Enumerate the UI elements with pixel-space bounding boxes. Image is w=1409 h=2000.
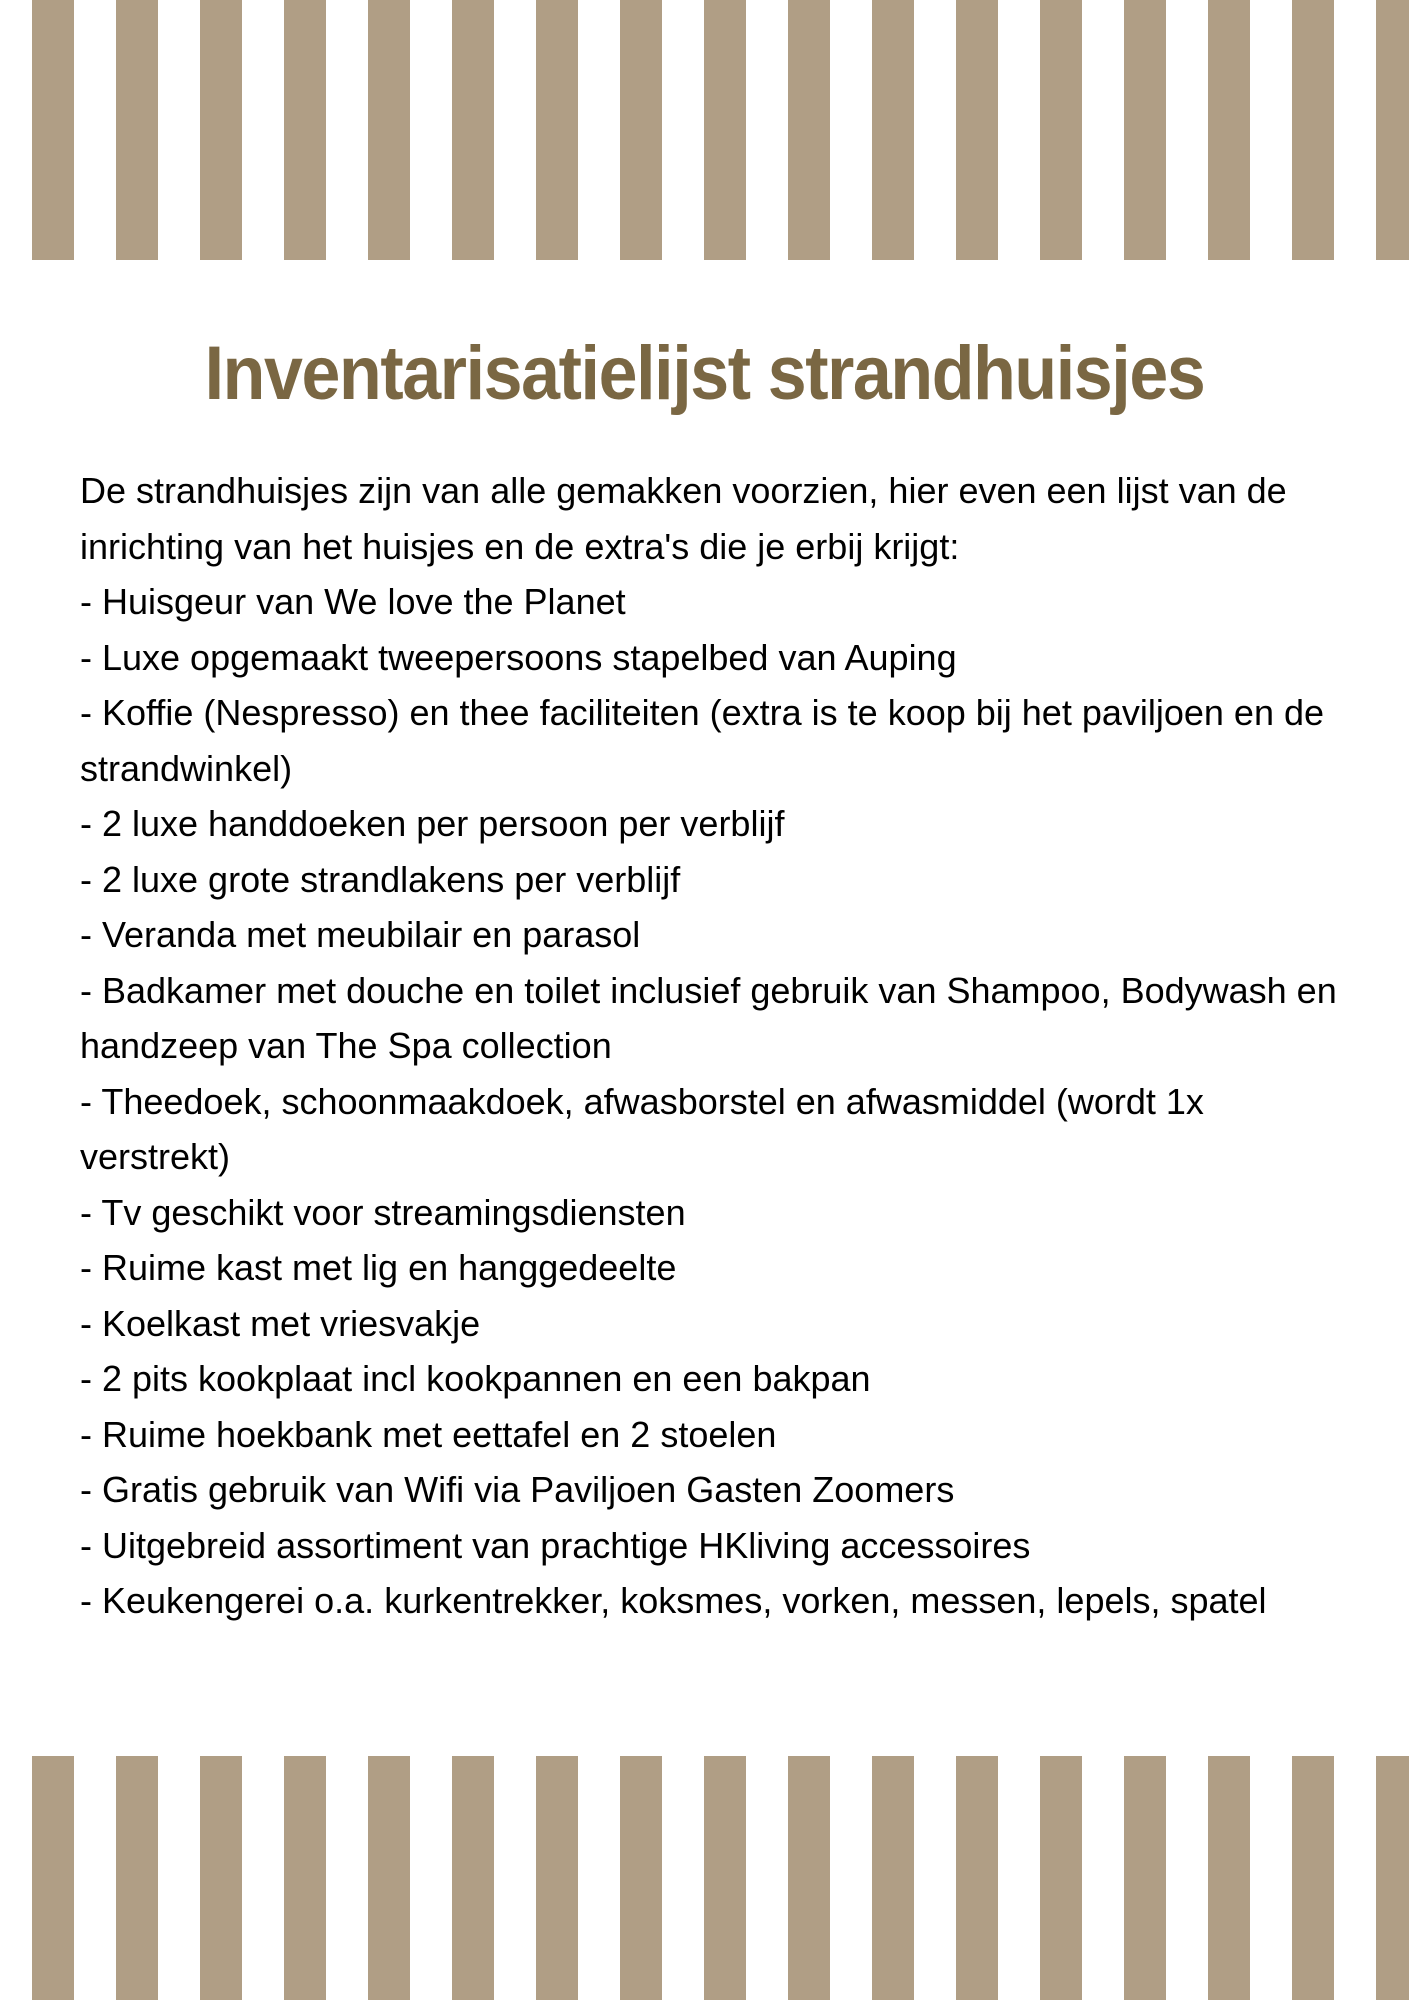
inventory-list [80,574,1340,1629]
page-title: Inventarisatielijst strandhuisjes [204,331,1205,416]
inventory-item: - Koffie (Nespresso) en thee faciliteiten (extra is te koop bij het paviljoen en de strandwinkel) [80,692,1325,789]
inventory-item: - 2 pits kookplaat incl kookpannen en een bakpan [80,1358,871,1399]
intro-paragraph: De strandhuisjes zijn van alle gemakken voorzien, hier even een lijst van de inrichting van het huisjes en de extra's die je erbij krijgt: [80,470,1287,567]
document-body [80,463,1340,1629]
inventory-item: - 2 luxe handdoeken per persoon per verblijf [80,803,785,844]
inventory-item: - 2 luxe grote strandlakens per verblijf [80,858,681,900]
decorative-stripes-bottom [0,1756,1409,2000]
inventory-item: - Tv geschikt voor streamingsdiensten [80,1191,686,1233]
inventory-item: - Koelkast met vriesvakje [80,1302,481,1344]
inventory-item: - Ruime hoekbank met eettafel en 2 stoelen [80,1413,777,1455]
inventory-item: - Keukengerei o.a. kurkentrekker, koksmes, vorken, messen, lepels, spatel [80,1580,1267,1621]
inventory-item: - Huisgeur van We love the Planet [80,581,626,622]
inventory-item: - Gratis gebruik van Wifi via Paviljoen Gasten Zoomers [80,1469,955,1510]
decorative-stripes-top [0,0,1409,260]
inventory-item: - Uitgebreid assortiment van prachtige HKliving accessoires [80,1524,1031,1566]
inventory-item: - Veranda met meubilair en parasol [80,914,641,955]
inventory-item: - Badkamer met douche en toilet inclusief gebruik van Shampoo, Bodywash en handzeep van The Spa collection [80,969,1337,1066]
inventory-item: - Ruime kast met lig en hanggedeelte [80,1247,677,1288]
inventory-item: - Theedoek, schoonmaakdoek, afwasborstel en afwasmiddel (wordt 1x verstrekt) [80,1080,1204,1177]
inventory-item: - Luxe opgemaakt tweepersoons stapelbed van Auping [80,636,957,678]
